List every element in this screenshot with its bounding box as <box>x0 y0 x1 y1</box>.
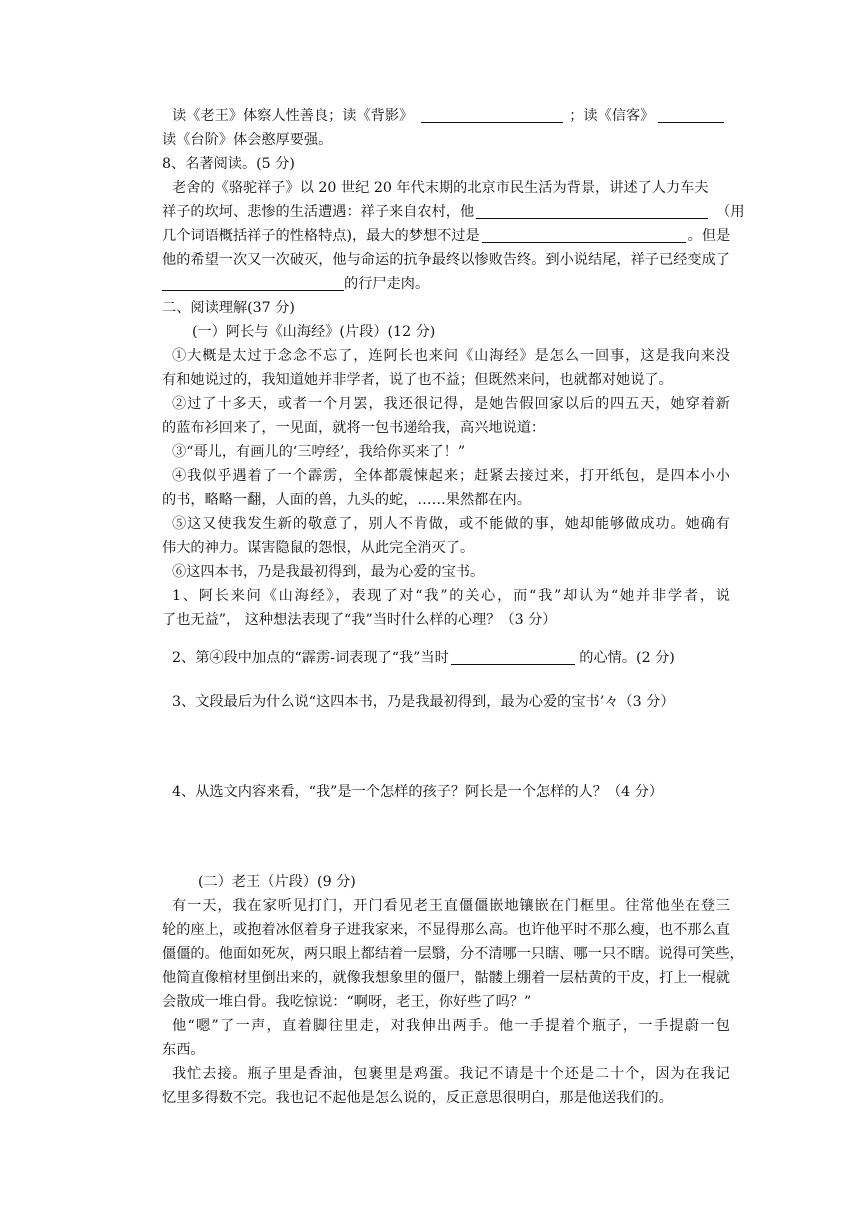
text-line <box>162 272 429 296</box>
passage-title: (一）阿长与《山海经》(片段）(12 分) <box>192 324 436 340</box>
passage-line: 他“嗯”了一声，直着脚往里走，对我伸出两手。他一手提着个瓶子，一手提蔚一包 <box>172 1018 730 1034</box>
passage-line: ③“哥儿，有画儿的‘三哼经’，我给你买来了！” <box>172 444 466 460</box>
answer-blank[interactable] <box>482 226 686 243</box>
answer-blank[interactable] <box>658 106 724 123</box>
passage-line: ⑤这又使我发生新的敬意了，别人不肯做，或不能做的事，她却能够做成功。她确有 <box>172 516 730 532</box>
answer-blank[interactable] <box>476 202 708 219</box>
question-1-cont: 了也无益”， 这种想法表现了“我”当时什么样的心理？（3 分） <box>162 612 557 628</box>
passage-line: ②过了十多天，或者一个月罢，我还很记得，是她告假回家以后的四五天，她穿着新 <box>172 396 730 412</box>
text-line: 老舍的《骆驼祥子》以 20 世纪 20 年代末期的北京市民生活为背景，讲述了人力车夫 <box>172 180 709 196</box>
question-1: 1、阿长来问《山海经》，表现了对“我”的关心，而“我”却认为“她并非学者，说 <box>172 588 730 604</box>
line-text: ；读《信客》 <box>569 108 655 124</box>
line-text: 祥子的坎坷、悲惨的生活遭遇：祥子来自农村，他 <box>162 204 475 220</box>
passage-title: (二）老王（片段）(9 分) <box>198 874 356 890</box>
line-text: 的心情。(2 分) <box>574 650 675 666</box>
question-2 <box>172 646 675 670</box>
text-line <box>162 200 745 224</box>
text-line: 他的希望一次又一次破灭，他与命运的抗争最终以惨败告终。到小说结尾，祥子已经变成了 <box>162 252 730 268</box>
text-line <box>172 104 724 128</box>
section-heading: 二、阅读理解(37 分) <box>162 300 295 316</box>
passage-line: 僵僵的。他面如死灰，两只眼上都结着一层翳，分不清哪一只瞎、哪一只不瞎。说得可笑些， <box>162 946 744 962</box>
passage-line: 他简直像棺材里倒出来的，就像我想象里的僵尸，骷髅上绷着一层枯黄的干皮，打上一棍就 <box>162 970 730 986</box>
question-heading: 8、名著阅读。(5 分) <box>162 156 295 172</box>
passage-line: 东西。 <box>162 1042 205 1058</box>
passage-line: 的蓝布衫回来了，一见面，就将一包书递给我，高兴地说道： <box>162 420 546 436</box>
line-text: 读《老王》体察人性善良；读《背影》 <box>172 108 414 124</box>
answer-blank[interactable] <box>162 274 344 291</box>
passage-line: ④我似乎遇着了一个霹雳，全体都震悚起来；赶紧去接过来，打开纸包，是四本小小 <box>172 468 730 484</box>
answer-blank[interactable] <box>421 106 563 123</box>
text-line: 读《台阶》体会憨厚要强。 <box>162 132 333 148</box>
line-text: 的行尸走肉。 <box>344 276 430 292</box>
line-text: （用 <box>716 204 745 220</box>
passage-line: 有和她说过的，我知道她并非学者，说了也不益；但既然来问，也就都对她说了。 <box>162 372 673 388</box>
line-text: 。但是 <box>687 228 731 244</box>
passage-line: 有一天，我在家听见打门，开门看见老王直僵僵嵌地镶嵌在门框里。往常他坐在登三 <box>172 898 730 914</box>
text-line <box>162 224 730 248</box>
passage-line: 伟大的神力。谋害隐鼠的怨恨，从此完全消灭了。 <box>162 540 475 556</box>
passage-line: 会散成一堆白骨。我吃惊说：“啊呀，老王，你好些了吗？” <box>162 994 532 1010</box>
passage-line: 的书，略略一翻，人面的兽，九头的蛇，……果然都在内。 <box>162 492 531 508</box>
passage-line: 忆里多得数不完。我也记不起他是怎么说的，反正意思很明白，那是他送我们的。 <box>162 1090 673 1106</box>
line-text: 2、第④段中加点的“霹雳-词表现了“我”当时 <box>172 650 449 666</box>
question-3: 3、文段最后为什么说“这四本书，乃是我最初得到，最为心爱的宝书’々（3 分） <box>172 694 675 710</box>
passage-line: 我忙去接。瓶子里是香油，包裹里是鸡蛋。我记不请是十个还是二十个，因为在我记 <box>172 1066 730 1082</box>
passage-line: ①大概是太过于念念不忘了，连阿长也来问《山海经》是怎么一回事，这是我向来没 <box>172 348 730 364</box>
passage-line: ⑥这四本书，乃是我最初得到，最为心爱的宝书。 <box>172 564 485 580</box>
line-text: 几个词语概括祥子的性格特点)，最大的梦想不过是 <box>162 228 480 244</box>
passage-line: 轮的座上，或抱着冰伛着身子进我家来，不显得那么高。也许他平时不那么瘦，也不那么直 <box>162 922 730 938</box>
answer-blank[interactable] <box>451 648 575 665</box>
question-4: 4、从选文内容来看，“我”是一个怎样的孩子？阿长是一个怎样的人？（4 分） <box>172 784 664 800</box>
